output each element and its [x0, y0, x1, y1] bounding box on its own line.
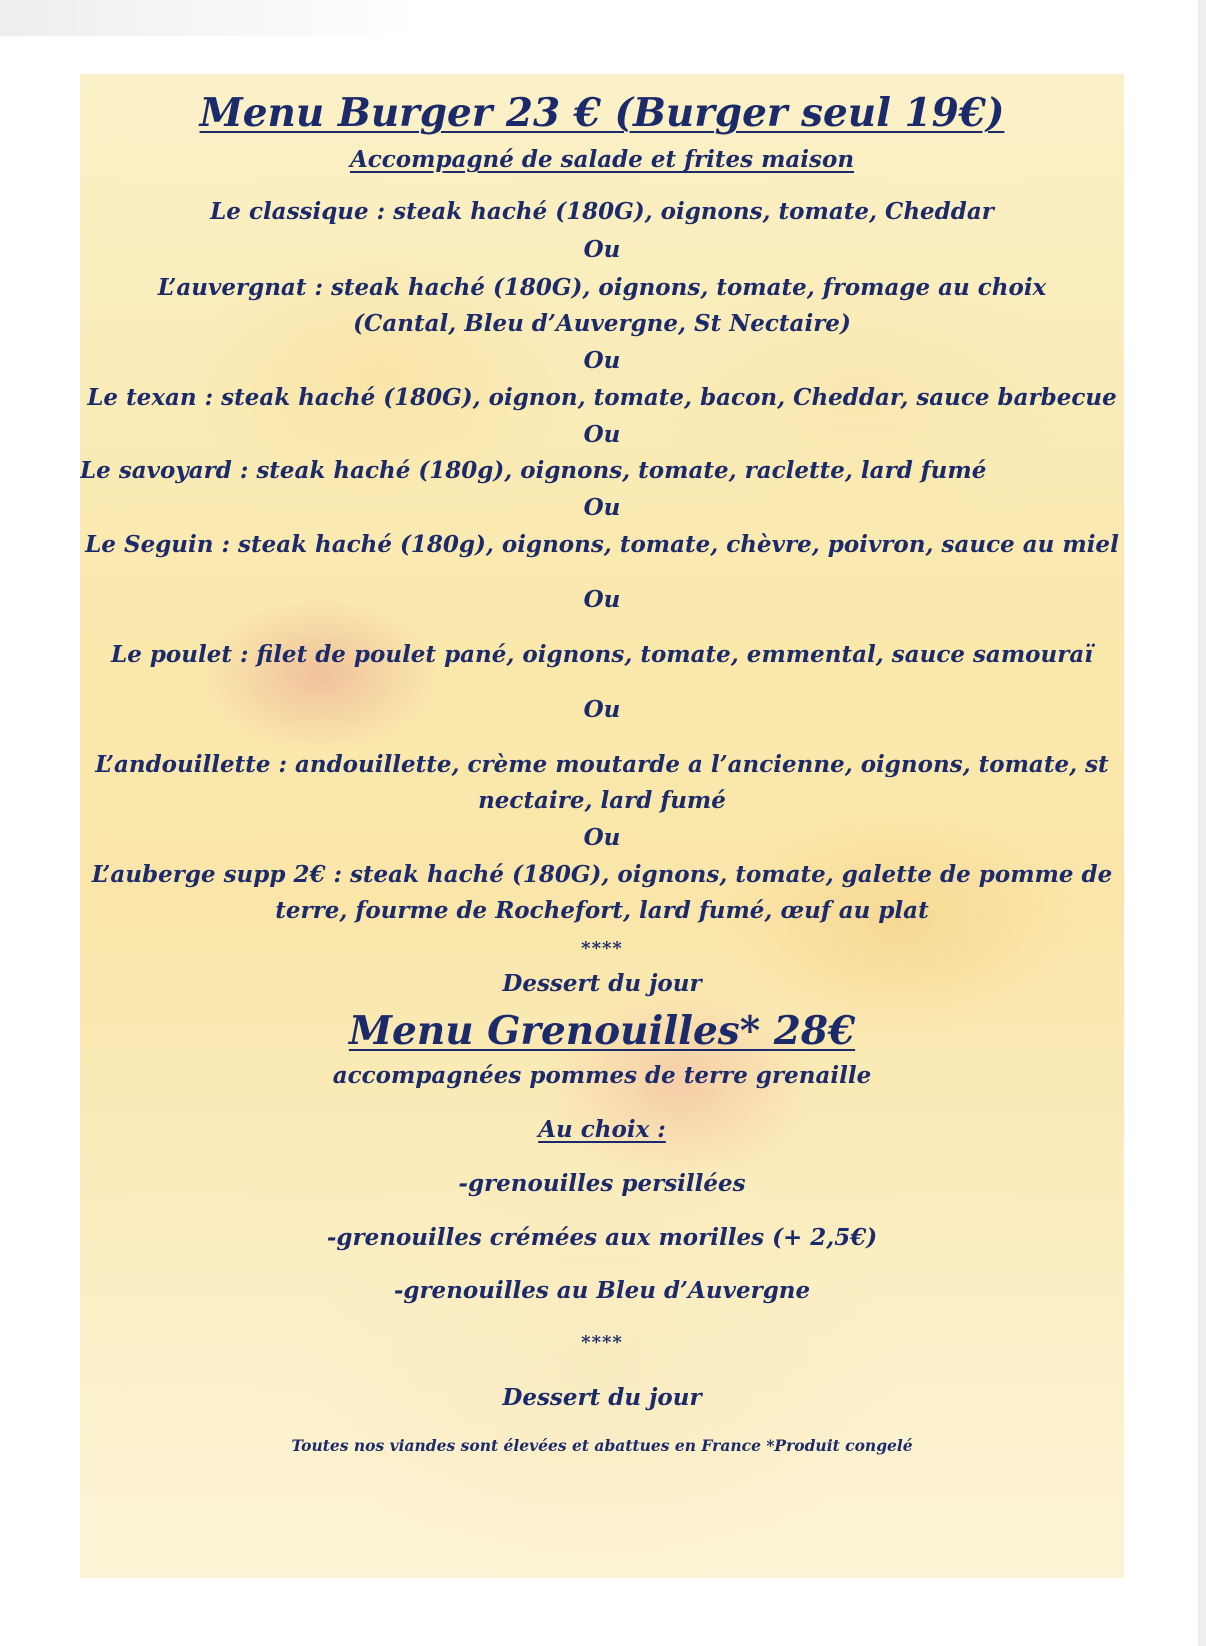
right-edge: [1198, 0, 1206, 1646]
menu-content: [80, 74, 1124, 1578]
burger-auvergnat: L’auvergnat : steak haché (180G), oignons, tomate, fromage au choix: [157, 274, 1047, 301]
burger-texan: Le texan : steak haché (180G), oignon, tomate, bacon, Cheddar, sauce barbecue: [87, 384, 1117, 411]
or-separator: Ou: [583, 586, 621, 613]
or-separator: Ou: [583, 824, 621, 851]
footnote: Toutes nos viandes sont élevées et abattues en France *Produit congelé: [291, 1436, 913, 1455]
burger-auberge-cont: terre, fourme de Rochefort, lard fumé, œuf au plat: [275, 897, 929, 924]
grenouilles-menu-title: Menu Grenouilles* 28€: [348, 1008, 856, 1054]
grenouilles-option: -grenouilles crémées aux morilles (+ 2,5€): [326, 1224, 878, 1251]
burger-andouillette: L’andouillette : andouillette, crème moutarde a l’ancienne, oignons, tomate, st: [95, 751, 1109, 778]
grenouilles-option: -grenouilles au Bleu d’Auvergne: [393, 1277, 811, 1304]
grenouilles-dessert: Dessert du jour: [502, 1384, 702, 1411]
menu-page: [80, 74, 1124, 1578]
or-separator: Ou: [583, 696, 621, 723]
burger-menu-title: Menu Burger 23 € (Burger seul 19€): [199, 90, 1005, 136]
top-shadow: [0, 0, 420, 36]
burger-seguin: Le Seguin : steak haché (180g), oignons, tomate, chèvre, poivron, sauce au miel: [85, 531, 1119, 558]
or-separator: Ou: [583, 421, 621, 448]
choice-label: Au choix :: [538, 1116, 666, 1143]
burger-savoyard: Le savoyard : steak haché (180g), oignons, tomate, raclette, lard fumé: [80, 457, 987, 484]
burger-andouillette-cont: nectaire, lard fumé: [478, 787, 726, 814]
burger-menu-subtitle: Accompagné de salade et frites maison: [349, 146, 855, 173]
burger-poulet: Le poulet : filet de poulet pané, oignons, tomate, emmental, sauce samouraï: [111, 641, 1093, 668]
or-separator: Ou: [583, 236, 621, 263]
burger-auvergnat-cheeses: (Cantal, Bleu d’Auvergne, St Nectaire): [353, 310, 851, 337]
stars-separator: ****: [581, 938, 623, 959]
or-separator: Ou: [583, 347, 621, 374]
grenouilles-option: -grenouilles persillées: [458, 1170, 746, 1197]
or-separator: Ou: [583, 494, 621, 521]
burger-auberge: L’auberge supp 2€ : steak haché (180G), oignons, tomate, galette de pomme de: [91, 861, 1113, 888]
grenouilles-menu-subtitle: accompagnées pommes de terre grenaille: [332, 1062, 872, 1089]
burger-dessert: Dessert du jour: [502, 970, 702, 997]
burger-classique: Le classique : steak haché (180G), oignons, tomate, Cheddar: [210, 198, 994, 225]
stars-separator: ****: [581, 1332, 623, 1353]
